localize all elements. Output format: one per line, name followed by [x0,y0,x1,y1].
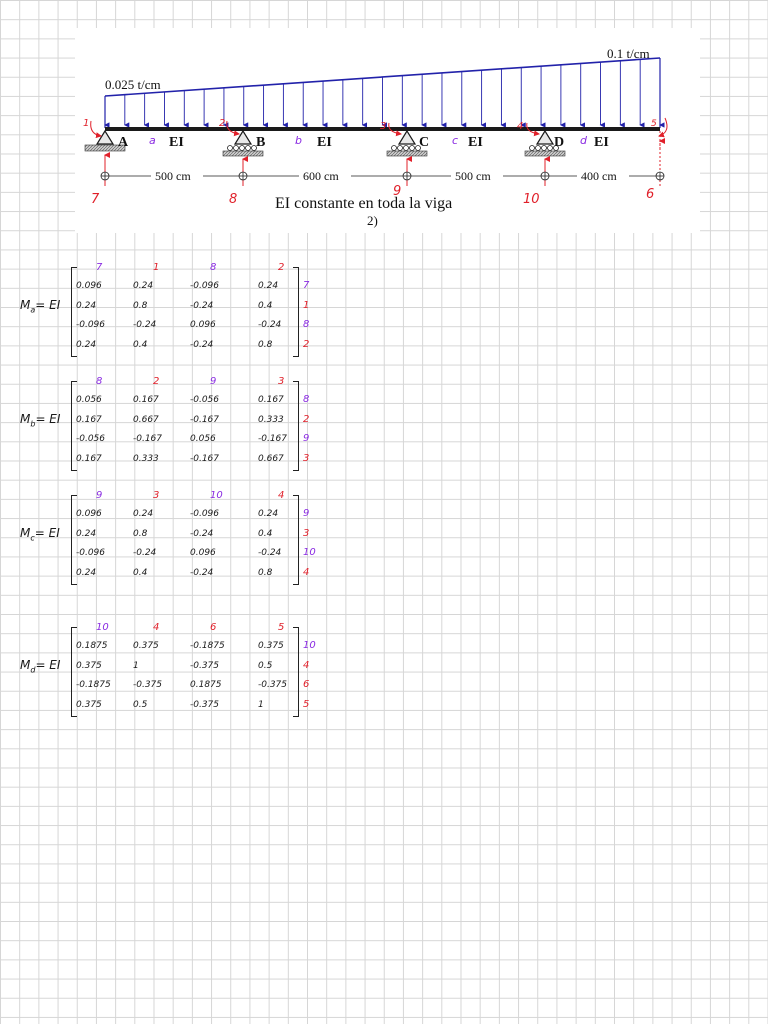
matrix-cell: 0.8 [133,300,148,311]
matrix-cell: 0.167 [76,414,102,425]
matrix-cell: -0.24 [190,528,214,539]
matrix-label: $M_a=$ EI [20,298,61,315]
matrix-cell: -0.24 [258,320,282,330]
row-dof-label: 9 [303,433,310,444]
dof-vert-e: 6 [646,187,655,202]
matrix-cell: 0.375 [76,699,102,710]
matrix-cell: -0.167 [133,434,163,444]
matrix-cell: 0.333 [133,453,159,464]
row-dof-label: 4 [303,659,310,671]
row-dof-label: 10 [303,640,316,651]
matrix-cell: 0.4 [133,567,148,578]
figure-caption: EI constante en toda la viga [275,195,453,212]
member-ei-d: EI [594,135,609,150]
matrix-cell: 0.375 [76,660,102,671]
column-dof-label: 3 [278,376,285,387]
row-dof-label: 10 [303,547,316,558]
matrix-cell: 0.096 [76,509,102,519]
matrix-cell: 0.056 [190,434,216,444]
row-dof-label: 7 [303,280,310,291]
member-letter-c: c [452,134,459,147]
row-dof-label: 4 [303,566,310,578]
row-dof-label: 3 [303,452,310,464]
matrix-cell: -0.24 [190,567,214,578]
matrix-cell: -0.167 [258,434,288,444]
matrix-cell: -0.24 [258,548,282,558]
matrix-cell: -0.1875 [190,641,225,651]
member-ei-a: EI [169,135,184,150]
dof-rot-a: 1 [83,118,90,129]
span-length-b: 600 cm [303,169,339,183]
support-label-c: C [419,135,430,150]
matrix-cell: 0.24 [76,567,97,578]
row-dof-label: 8 [303,319,310,330]
matrix-cell: 0.8 [258,567,273,578]
matrix-cell: -0.375 [190,660,220,671]
matrix-cell: 0.667 [133,414,159,425]
column-dof-label: 10 [210,490,223,501]
member-letter-b: b [295,134,302,147]
matrix-cell: 0.5 [258,660,273,671]
matrix-cell: -0.24 [133,548,157,558]
matrix-cell: 0.4 [133,339,148,350]
dof-vert-d: 10 [523,192,540,207]
matrix-cell: -0.096 [190,281,220,291]
matrix-cell: 0.24 [76,300,97,311]
column-dof-label: 9 [210,376,217,387]
matrix-cell: 0.667 [258,453,284,464]
matrix-cell: 0.333 [258,414,284,425]
matrix-cell: 0.375 [258,641,284,651]
support-label-d: D [554,135,565,150]
dof-rot-e: 5 [651,119,657,129]
column-dof-label: 4 [278,490,285,501]
column-dof-label: 10 [96,622,109,633]
row-dof-label: 8 [303,394,310,405]
dof-rot-b: 2 [219,118,226,129]
matrix-cell: 0.24 [258,281,279,291]
bracket-left [71,267,77,357]
matrix-cell: -0.375 [258,680,288,690]
matrix-cell: 0.167 [258,395,284,405]
matrix-cell: 0.1875 [76,641,108,651]
bracket-right [293,627,299,717]
matrix-cell: -0.24 [190,300,214,311]
column-dof-label: 7 [96,262,103,273]
matrix-cell: 0.4 [258,300,273,311]
matrix-cell: 0.5 [133,699,148,710]
span-length-d: 400 cm [581,169,617,183]
matrix-cell: 0.375 [133,641,159,651]
row-dof-label: 6 [303,679,310,690]
load-left-label: 0.025 t/cm [105,77,161,92]
matrix-label: $M_b=$ EI [20,412,61,429]
matrix-cell: -0.1875 [76,680,111,690]
matrix-cell: -0.167 [190,453,220,464]
row-dof-label: 1 [303,299,310,311]
bracket-left [71,381,77,471]
matrix-cell: 1 [258,699,264,710]
member-ei-b: EI [317,135,332,150]
matrix-cell: 0.24 [76,339,97,350]
support-label-b: B [256,135,266,150]
matrix-cell: -0.24 [190,339,214,350]
matrix-cell: -0.24 [133,320,157,330]
bracket-left [71,495,77,585]
matrix-cell: 0.096 [190,548,216,558]
support-label-a: A [118,135,129,150]
beam-figure [75,28,700,233]
member-letter-d: d [580,134,587,147]
matrix-cell: -0.167 [190,414,220,425]
matrix-cell: 0.167 [133,395,159,405]
matrix-cell: -0.375 [190,699,220,710]
matrix-cell: 0.8 [258,339,273,350]
bracket-right [293,495,299,585]
matrix-label: $M_d=$ EI [20,658,61,675]
distributed-load [105,58,660,128]
column-dof-label: 5 [278,622,285,633]
bracket-right [293,267,299,357]
column-dof-label: 9 [96,490,103,501]
column-dof-label: 4 [153,622,160,633]
dof-rot-d: 4 [517,121,524,132]
column-dof-label: 1 [153,262,160,273]
matrix-cell: -0.096 [76,548,106,558]
column-dof-label: 2 [278,262,285,273]
matrix-cell: -0.096 [76,320,106,330]
member-ei-c: EI [468,135,483,150]
load-right-label: 0.1 t/cm [607,46,650,61]
column-dof-label: 2 [153,376,160,387]
span-length-c: 500 cm [455,169,491,183]
matrix-cell: 0.096 [190,320,216,330]
dof-vert-c: 9 [393,184,402,199]
member-letter-a: a [149,134,156,147]
matrix-cell: 0.24 [76,528,97,539]
bracket-left [71,627,77,717]
matrix-cell: -0.375 [133,680,163,690]
dof-vert-b: 8 [229,192,238,207]
dof-vert-a: 7 [91,192,100,207]
row-dof-label: 2 [303,413,310,425]
span-length-a: 500 cm [155,169,191,183]
bracket-right [293,381,299,471]
column-dof-label: 8 [96,376,103,387]
matrix-cell: 0.24 [133,509,154,519]
column-dof-label: 8 [210,262,217,273]
matrix-cell: 0.096 [76,281,102,291]
figure-number: 2) [367,213,378,228]
column-dof-label: 3 [153,490,160,501]
matrix-cell: 0.24 [258,509,279,519]
column-dof-label: 6 [210,622,217,633]
row-dof-label: 2 [303,338,310,350]
matrix-cell: 0.1875 [190,680,222,690]
matrix-cell: 0.167 [76,453,102,464]
row-dof-label: 5 [303,698,310,710]
matrix-cell: 0.056 [76,395,102,405]
matrix-cell: 0.24 [133,281,154,291]
dof-rot-c: 3 [380,121,387,132]
matrix-cell: -0.096 [190,509,220,519]
matrix-cell: 1 [133,660,139,671]
matrix-cell: -0.056 [76,434,106,444]
row-dof-label: 3 [303,527,310,539]
matrix-cell: 0.4 [258,528,273,539]
row-dof-label: 9 [303,508,310,519]
matrix-cell: 0.8 [133,528,148,539]
matrix-label: $M_c=$ EI [20,526,60,543]
matrix-cell: -0.056 [190,395,220,405]
